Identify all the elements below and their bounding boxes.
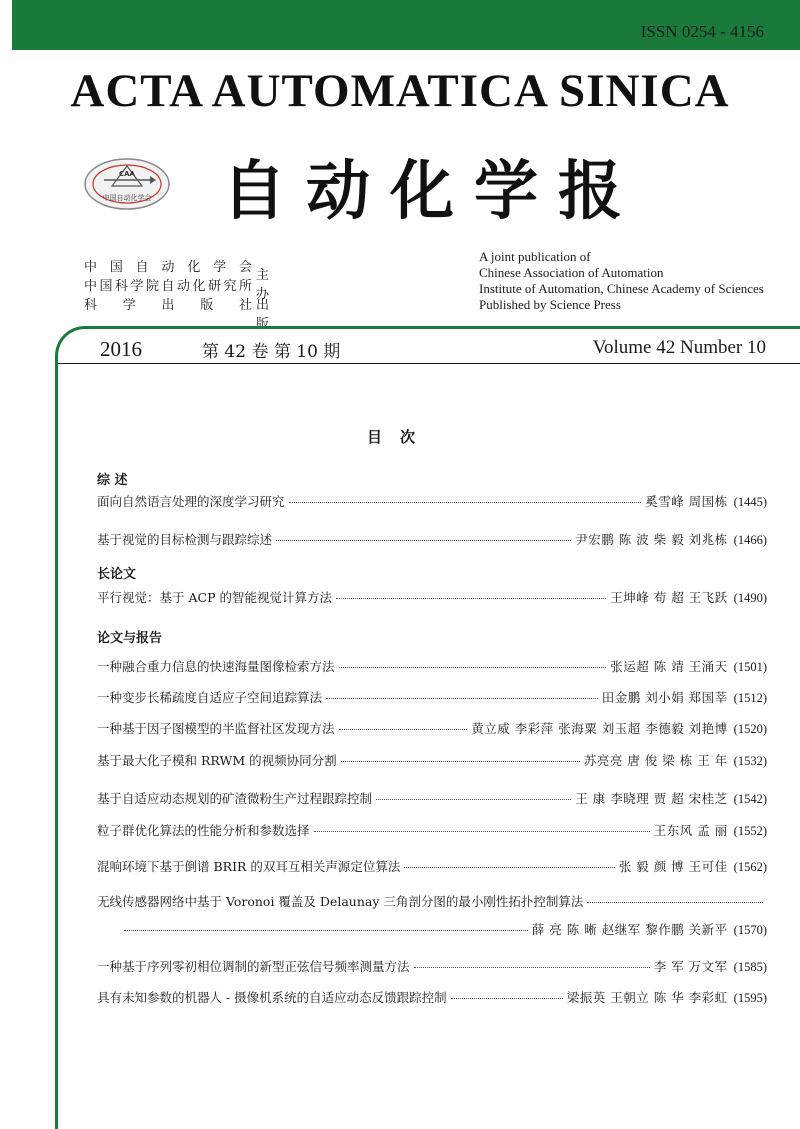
leader-dots (339, 666, 607, 668)
leader-dots (289, 501, 642, 503)
entry-page: (1542) (733, 792, 767, 806)
entry-title: 一种融合重力信息的快速海量图像检索方法 (97, 659, 335, 674)
entry-title: 无线传感器网络中基于 Voronoi 覆盖及 Delaunay 三角剖分图的最小刚性拓扑控制算法 (97, 894, 584, 909)
entry-authors: 王坤峰 苟 超 王飞跃 (610, 590, 728, 605)
entry-authors: 薛 亮 陈 晰 赵继军 黎作鹏 关新平 (531, 922, 728, 937)
entry-authors: 苏亮亮 唐 俊 梁 栋 王 年 (583, 753, 728, 768)
toc-title: 目次 (366, 428, 433, 446)
entry-title: 基于最大化子模和 RRWM 的视频协同分割 (97, 753, 337, 768)
toc-entry[interactable] (97, 751, 767, 769)
leader-dots (314, 830, 650, 832)
joint-line-4: Published by Science Press (479, 297, 621, 312)
issue-volume-en: Volume 42 Number 10 (592, 337, 766, 358)
entry-authors: 李 军 万文军 (653, 959, 728, 974)
publisher-science-press: 科学出版社 (84, 298, 252, 313)
entry-authors: 田金鹏 刘小娟 郑国莘 (601, 690, 728, 705)
svg-text:中国自动化学会: 中国自动化学会 (102, 194, 152, 202)
entry-authors: 梁振英 王朝立 陈 华 李彩虹 (566, 990, 728, 1005)
leader-dots (339, 728, 468, 730)
entry-page: (1520) (733, 722, 767, 736)
issue-volume-cn: 第 42 卷 第 10 期 (202, 342, 341, 362)
entry-page: (1585) (733, 960, 767, 974)
toc-entry[interactable] (97, 821, 767, 839)
leader-dots (336, 597, 606, 599)
leader-dots (587, 901, 763, 903)
joint-publication-block (479, 249, 764, 313)
entry-authors: 奚雪峰 周国栋 (645, 494, 728, 509)
section-papers: 论文与报告 (97, 631, 163, 646)
joint-line-1: A joint publication of (479, 249, 591, 264)
caa-logo-icon (82, 156, 172, 212)
section-long-paper: 长论文 (97, 567, 137, 582)
entry-page: (1595) (733, 991, 767, 1005)
entry-page: (1445) (733, 495, 767, 509)
leader-dots (404, 866, 614, 868)
entry-title: 混响环境下基于倒谱 BRIR 的双耳互相关声源定位算法 (97, 859, 401, 874)
toc-entry[interactable] (97, 719, 767, 737)
entry-title: 一种基于序列零初相位调制的新型正弦信号频率测量方法 (97, 959, 410, 974)
leader-dots (376, 798, 571, 800)
toc-entry[interactable] (97, 657, 767, 675)
issn: ISSN 0254 - 4156 (640, 22, 764, 41)
role-host: 主办 (256, 268, 270, 302)
journal-title-en: ACTA AUTOMATICA SINICA (70, 65, 730, 117)
toc-entry[interactable] (97, 789, 767, 807)
entry-title: 面向自然语言处理的深度学习研究 (97, 494, 285, 509)
entry-title: 粒子群优化算法的性能分析和参数选择 (97, 823, 310, 838)
entry-page: (1532) (733, 754, 767, 768)
leader-dots (341, 760, 580, 762)
entry-page: (1562) (733, 860, 767, 874)
entry-page: (1552) (733, 824, 767, 838)
entry-page: (1512) (733, 691, 767, 705)
toc-entry[interactable] (97, 588, 767, 606)
toc-entry[interactable] (97, 530, 767, 548)
journal-title-cn: 自动化学报 (222, 155, 642, 229)
leader-dots (451, 997, 563, 999)
entry-title: 一种基于因子图模型的半监督社区发现方法 (97, 721, 335, 736)
toc-entry-continuation (120, 920, 767, 938)
toc-entry[interactable] (97, 892, 767, 910)
leader-dots (414, 966, 650, 968)
leader-dots (326, 697, 598, 699)
entry-authors: 黄立威 李彩萍 张海粟 刘玉超 李德毅 刘艳博 (471, 721, 728, 736)
entry-title: 一种变步长稀疏度自适应子空间追踪算法 (97, 690, 323, 705)
entry-authors: 王东风 孟 丽 (653, 823, 728, 838)
sponsor-caa: 中国自动化学会 (84, 260, 252, 275)
joint-line-2: Chinese Association of Automation (479, 265, 664, 280)
issue-year: 2016 (100, 337, 142, 361)
joint-line-3: Institute of Automation, Chinese Academy of Sciences (479, 281, 764, 296)
entry-authors: 张运超 陈 靖 王涌天 (610, 659, 728, 674)
entry-title: 具有未知参数的机器人 - 摄像机系统的自适应动态反馈跟踪控制 (97, 990, 447, 1005)
entry-title: 基于自适应动态规划的矿渣微粉生产过程跟踪控制 (97, 791, 373, 806)
role-publish: 出版 (256, 298, 270, 332)
sponsor-ia-cas: 中国科学院自动化研究所 (84, 279, 252, 294)
toc-entry[interactable] (97, 857, 767, 875)
sponsors-block (84, 258, 270, 332)
toc-entry[interactable] (97, 957, 767, 975)
entry-authors: 张 毅 颜 博 王可佳 (618, 859, 728, 874)
entry-page: (1501) (733, 660, 767, 674)
leader-dots (124, 929, 528, 931)
entry-authors: 尹宏鹏 陈 波 柴 毅 刘兆栋 (575, 532, 728, 547)
entry-page: (1466) (733, 533, 767, 547)
divider (58, 363, 800, 364)
entry-title: 平行视觉：基于 ACP 的智能视觉计算方法 (97, 590, 332, 605)
section-review: 综 述 (97, 473, 128, 488)
entry-page: (1570) (733, 923, 767, 937)
entry-page: (1490) (733, 591, 767, 605)
toc-entry[interactable] (97, 988, 767, 1006)
toc-entry[interactable] (97, 492, 767, 510)
toc-entry[interactable] (97, 688, 767, 706)
svg-text:CAA: CAA (119, 170, 135, 178)
leader-dots (276, 539, 571, 541)
entry-authors: 王 康 李晓理 贾 超 宋桂芝 (575, 791, 728, 806)
entry-title: 基于视觉的目标检测与跟踪综述 (97, 532, 273, 547)
